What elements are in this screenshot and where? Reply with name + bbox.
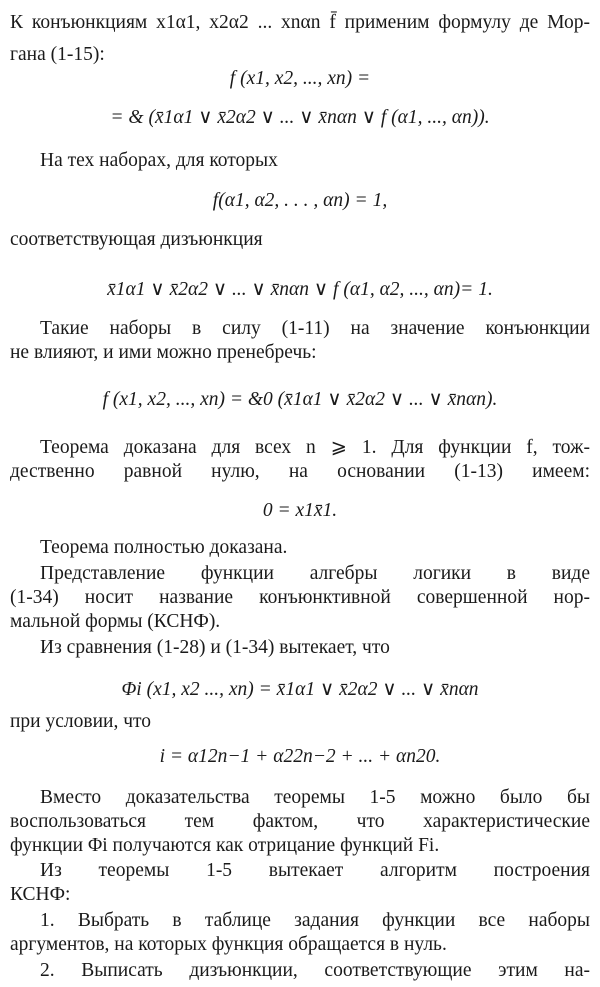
text-line: Представление функции алгебры логики в виде (40, 563, 590, 584)
list-item: 1. Выбрать в таблице задания функции все наборы (40, 910, 590, 931)
text-line: соответствующая дизъюнкция (10, 229, 263, 250)
text-line: Вместо доказательства теоремы 1-5 можно было бы (40, 787, 590, 808)
text-line: На тех наборах, для которых (40, 150, 278, 171)
formula: f(α1, α2, . . . , αn) = 1, (212, 190, 388, 211)
text-line: дественно равной нулю, на основании (1-13) имеем: (10, 461, 590, 482)
list-item: аргументов, на которых функция обращается в нуль. (10, 934, 447, 955)
text-line: при условии, что (10, 711, 152, 732)
formula: f (x1, x2, ..., xn) = &0 (x̄1α1 ∨ x̄2α2 ∨ ... ∨ x̄nαn). (102, 389, 498, 410)
formula: 0 = x1x̄1. (262, 500, 338, 521)
text-line: Из теоремы 1-5 вытекает алгоритм построения (40, 860, 590, 881)
formula: Φi (x1, x2 ..., xn) = x̄1α1 ∨ x̄2α2 ∨ ... ∨ x̄nαn (121, 679, 479, 700)
text-line: функции Φi получаются как отрицание функций Fi. (10, 835, 440, 856)
formula: x̄1α1 ∨ x̄2α2 ∨ ... ∨ x̄nαn ∨ f (α1, α2, ..., αn)= 1. (107, 279, 493, 300)
text-line: Теорема полностью доказана. (40, 537, 288, 558)
text-line: Такие наборы в силу (1-11) на значение конъюнкции (40, 318, 590, 339)
text-line: КСНФ: (10, 884, 71, 905)
text-line: мальной формы (КСНФ). (10, 611, 221, 632)
text-line: К конъюнкциям x1α1, x2α2 ... xnαn f̄ применим формулу де Мор- (10, 12, 590, 33)
formula: f (x1, x2, ..., xn) = (229, 68, 371, 89)
text-line: (1-34) носит название конъюнктивной совершенной нор- (10, 587, 590, 608)
text-line: Из сравнения (1-28) и (1-34) вытекает, что (40, 637, 390, 658)
formula: i = α12n−1 + α22n−2 + ... + αn20. (159, 746, 441, 767)
formula: = & (x̄1α1 ∨ x̄2α2 ∨ ... ∨ x̄nαn ∨ f (α1, ..., αn)). (110, 107, 490, 128)
text-line: гана (1-15): (10, 44, 105, 65)
text-line: не влияют, и ими можно пренебречь: (10, 342, 317, 363)
text-line: Теорема доказана для всех n ⩾ 1. Для функции f, тож- (40, 437, 590, 458)
list-item: 2. Выписать дизъюнкции, соответствующие этим на- (40, 960, 590, 981)
text-line: воспользоваться тем фактом, что характеристические (10, 811, 590, 832)
